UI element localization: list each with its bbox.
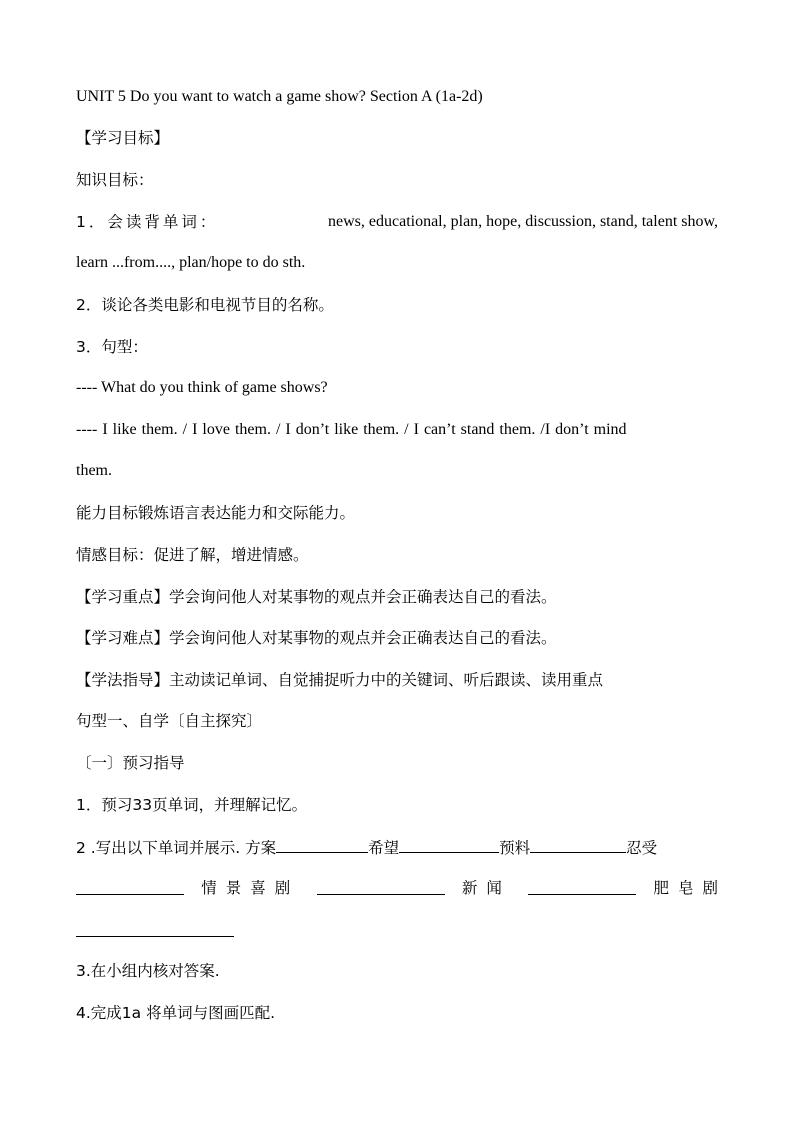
word-stand: 忍受	[626, 839, 658, 857]
preview-item-2-prefix: 2 .写出以下单词并展示. 方案	[76, 839, 277, 857]
answer-blank-news[interactable]	[528, 878, 636, 895]
answer-blank-sitcom[interactable]	[317, 878, 445, 895]
knowledge-label: 知识目标：	[76, 171, 154, 189]
dialog-answer-continued: them.	[76, 462, 112, 479]
item-1	[76, 212, 718, 232]
word-hope: 希望	[368, 839, 400, 857]
difficult-point: 【学习难点】学会询问他人对某事物的观点并会正确表达自己的看法。	[76, 629, 557, 647]
answer-blank-plan[interactable]	[276, 836, 368, 853]
word-news: 新闻	[461, 879, 511, 897]
preview-item-4: 4.完成1a 将单词与图画匹配.	[76, 1004, 276, 1022]
emotion-goal: 情感目标：促进了解，增进情感。	[76, 546, 309, 564]
preview-heading: 〔一〕预习指导	[76, 754, 185, 772]
study-method-continued: 句型一、自学〔自主探究〕	[76, 712, 263, 730]
preview-item-2-row-3	[76, 920, 718, 943]
item-2: 2．谈论各类电影和电视节目的名称。	[76, 296, 334, 314]
item-1-continued: learn ...from...., plan/hope to do sth.	[76, 254, 306, 271]
item-3: 3．句型：	[76, 338, 148, 356]
dialog-answer: ---- I like them. / I love them. / I don’t like them. / I can’t stand them. /I don’t mind	[76, 421, 627, 438]
answer-blank-expect[interactable]	[530, 836, 626, 853]
ability-goal: 能力目标锻炼语言表达能力和交际能力。	[76, 504, 356, 522]
preview-item-2	[76, 836, 718, 858]
answer-blank-hope[interactable]	[399, 836, 499, 853]
objectives-heading: 【学习目标】	[76, 129, 170, 147]
item-1-prefix: 1．会读背单词：	[76, 213, 219, 231]
preview-item-1: 1．预习33页单词，并理解记忆。	[76, 796, 308, 814]
study-method: 【学法指导】主动读记单词、自觉捕捉听力中的关键词、听后跟读、读用重点	[76, 671, 604, 689]
key-point: 【学习重点】学会询问他人对某事物的观点并会正确表达自己的看法。	[76, 588, 557, 606]
answer-blank-soap[interactable]	[76, 920, 234, 937]
word-sitcom: 情景喜剧	[201, 879, 300, 897]
unit-title: UNIT 5 Do you want to watch a game show? Section A (1a-2d)	[76, 88, 483, 105]
preview-item-3: 3.在小组内核对答案.	[76, 962, 220, 980]
word-soap: 肥皂剧	[653, 879, 727, 897]
preview-item-2-row-2	[76, 878, 727, 898]
word-expect: 预料	[499, 839, 531, 857]
answer-blank-stand[interactable]	[76, 878, 184, 895]
dialog-question: ---- What do you think of game shows?	[76, 379, 328, 396]
item-1-words: news, educational, plan, hope, discussion, stand, talent show,	[328, 213, 718, 230]
